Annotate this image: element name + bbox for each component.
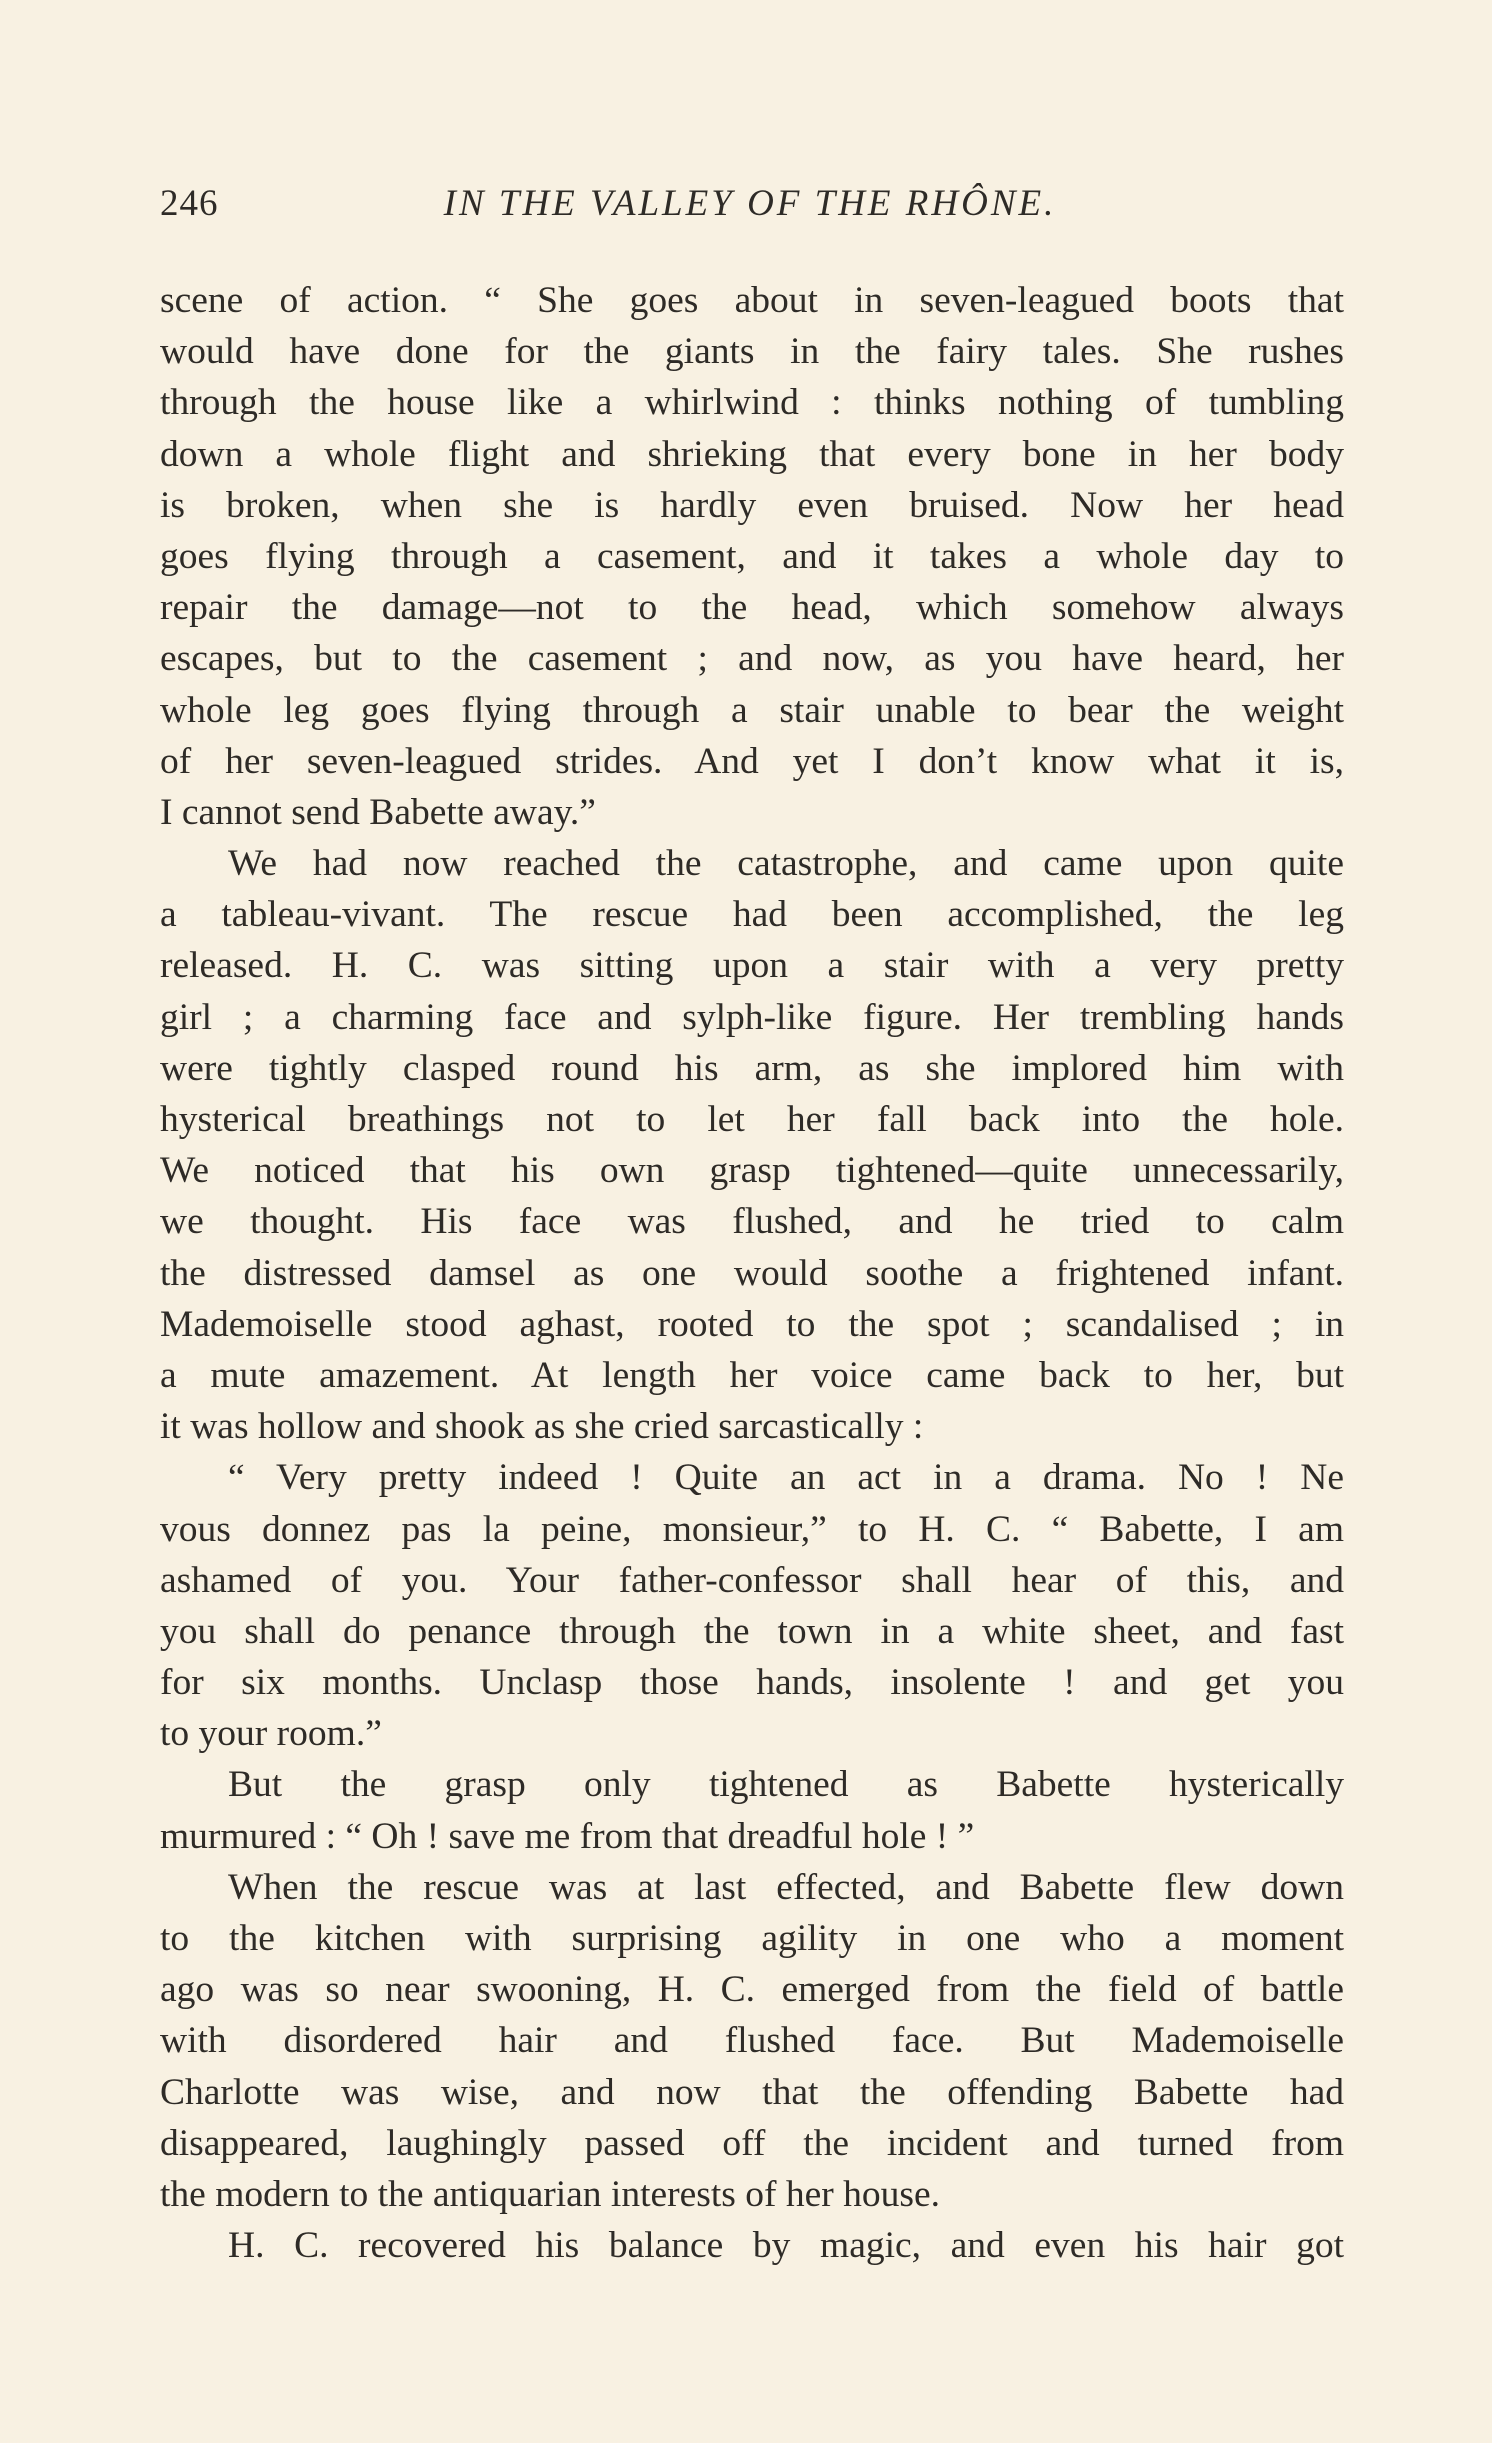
text-line: released. H. C. was sitting upon a stair with a very pretty <box>160 945 1344 987</box>
text-line: ashamed of you. Your father-confessor shall hear of this, and <box>160 1559 1344 1601</box>
body-text <box>160 275 1344 2271</box>
text-line: Charlotte was wise, and now that the offending Babette had <box>160 2071 1344 2113</box>
text-line: vous donnez pas la peine, monsieur,” to H. C. “ Babette, I am <box>160 1508 1344 1550</box>
page-header <box>160 182 1340 242</box>
text-line: H. C. recovered his balance by magic, and even his hair got <box>228 2225 1344 2267</box>
text-line: girl ; a charming face and sylph-like figure. Her trembling hands <box>160 996 1344 1038</box>
text-line: to the kitchen with surprising agility in one who a moment <box>160 1918 1344 1959</box>
text-line: ago was so near swooning, H. C. emerged from the field of battle <box>160 1969 1344 2011</box>
text-line: But the grasp only tightened as Babette hysterically <box>228 1764 1344 1806</box>
running-title: IN THE VALLEY OF THE RHÔNE. <box>443 183 1057 224</box>
text-line: We noticed that his own grasp tightened—quite unnecessarily, <box>160 1150 1344 1192</box>
text-line: I cannot send Babette away.” <box>160 791 596 833</box>
text-line: for six months. Unclasp those hands, insolente ! and get you <box>160 1662 1344 1704</box>
text-line: the distressed damsel as one would soothe a frightened infant. <box>160 1252 1344 1294</box>
text-line: we thought. His face was flushed, and he tried to calm <box>160 1201 1344 1243</box>
text-line: the modern to the antiquarian interests of her house. <box>160 2173 940 2215</box>
text-line: down a whole flight and shrieking that every bone in her body <box>160 433 1344 475</box>
text-line: a tableau-vivant. The rescue had been accomplished, the leg <box>160 894 1344 936</box>
text-line: murmured : “ Oh ! save me from that dreadful hole ! ” <box>160 1815 975 1857</box>
text-line: When the rescue was at last effected, and Babette flew down <box>228 1866 1344 1908</box>
text-line: of her seven-leagued strides. And yet I don’t know what it is, <box>160 740 1344 782</box>
text-line: goes flying through a casement, and it takes a whole day to <box>160 535 1344 577</box>
text-line: it was hollow and shook as she cried sarcastically : <box>160 1406 924 1448</box>
text-line: We had now reached the catastrophe, and came upon quite <box>228 843 1344 885</box>
text-line: with disordered hair and flushed face. But Mademoiselle <box>160 2020 1344 2062</box>
text-line: Mademoiselle stood aghast, rooted to the spot ; scandalised ; in <box>160 1303 1344 1345</box>
text-line: through the house like a whirlwind : thinks nothing of tumbling <box>160 382 1344 424</box>
text-line: whole leg goes flying through a stair unable to bear the weight <box>160 689 1344 731</box>
text-line: a mute amazement. At length her voice came back to her, but <box>160 1354 1344 1396</box>
text-line: were tightly clasped round his arm, as she implored him with <box>160 1047 1344 1089</box>
text-line: would have done for the giants in the fairy tales. She rushes <box>160 331 1344 373</box>
text-line: is broken, when she is hardly even bruised. Now her head <box>160 484 1344 526</box>
text-line: to your room.” <box>160 1713 382 1755</box>
text-line: disappeared, laughingly passed off the incident and turned from <box>160 2122 1344 2164</box>
text-line: escapes, but to the casement ; and now, as you have heard, her <box>160 638 1344 680</box>
text-line: scene of action. “ She goes about in seven-leagued boots that <box>160 280 1344 321</box>
text-line: hysterical breathings not to let her fall back into the hole. <box>160 1099 1344 1140</box>
text-line: repair the damage—not to the head, which somehow always <box>160 587 1344 629</box>
page-number: 246 <box>160 183 219 224</box>
text-line: you shall do penance through the town in a white sheet, and fast <box>160 1610 1344 1652</box>
text-line: “ Very pretty indeed ! Quite an act in a drama. No ! Ne <box>228 1457 1344 1499</box>
